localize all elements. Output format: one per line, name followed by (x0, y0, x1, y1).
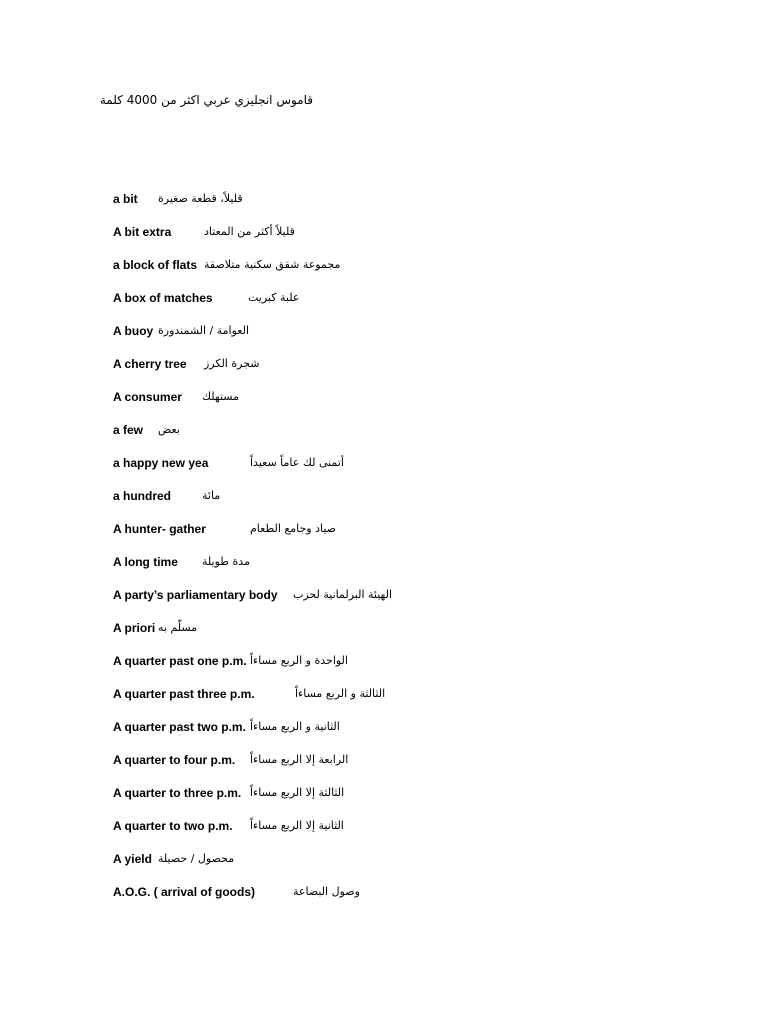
dictionary-entry (0, 619, 768, 652)
arabic-translation: محصول / حصيلة (158, 852, 235, 865)
english-term: A bit extra (113, 225, 172, 239)
arabic-translation: مجموعة شقق سكنية متلاصقة (204, 258, 341, 271)
dictionary-entry (0, 718, 768, 751)
english-term: A quarter past two p.m. (113, 720, 246, 734)
dictionary-entry (0, 322, 768, 355)
english-term: a block of flats (113, 258, 198, 272)
english-term: a happy new yea (113, 456, 209, 470)
arabic-translation: الثالثة إلا الربع مساءاً (250, 786, 345, 799)
arabic-translation: مدة طويلة (202, 555, 250, 568)
arabic-translation: الهيئة البرلمانية لحزب (293, 588, 393, 601)
english-term: A.O.G. ( arrival of goods) (113, 885, 256, 899)
dictionary-entries (0, 190, 768, 916)
arabic-translation: الرابعة إلا الربع مساءاً (250, 753, 349, 766)
arabic-translation: مائة (202, 489, 221, 502)
arabic-translation: قليلاً، قطعة صغيرة (158, 192, 243, 205)
arabic-translation: علبة كبريت (248, 291, 300, 304)
arabic-translation: العوامة / الشمندورة (158, 324, 250, 337)
english-term: A hunter- gather (113, 522, 206, 536)
english-term: a bit (113, 192, 138, 206)
dictionary-entry (0, 256, 768, 289)
arabic-translation: شجرة الكرز (204, 357, 260, 370)
english-term: A long time (113, 555, 178, 569)
arabic-translation: الثانية و الربع مساءاً (250, 720, 340, 733)
arabic-translation: الثالثة و الربع مساءاً (295, 687, 386, 700)
english-term: A buoy (113, 324, 154, 338)
english-term: a hundred (113, 489, 172, 503)
arabic-translation: مستهلك (202, 390, 240, 403)
dictionary-entry (0, 850, 768, 883)
arabic-translation: قليلاً أكثر من المعتاد (204, 225, 295, 238)
arabic-translation: وصول البضاعة (293, 885, 360, 898)
dictionary-entry (0, 586, 768, 619)
dictionary-entry (0, 355, 768, 388)
english-term: A party’s parliamentary body (113, 588, 278, 602)
english-term: A yield (113, 852, 152, 866)
dictionary-entry (0, 223, 768, 256)
arabic-translation: بعض (158, 423, 180, 436)
dictionary-entry (0, 784, 768, 817)
dictionary-entry (0, 883, 768, 916)
english-term: A quarter past three p.m. (113, 687, 255, 701)
dictionary-entry (0, 421, 768, 454)
english-term: A quarter past one p.m. (113, 654, 247, 668)
english-term: A box of matches (113, 291, 213, 305)
dictionary-entry (0, 817, 768, 850)
dictionary-entry (0, 190, 768, 223)
english-term: a few (113, 423, 144, 437)
dictionary-entry (0, 685, 768, 718)
dictionary-entry (0, 520, 768, 553)
english-term: A consumer (113, 390, 182, 404)
english-term: A quarter to two p.m. (113, 819, 233, 833)
arabic-translation: مسلّم به (158, 621, 198, 634)
english-term: A quarter to four p.m. (113, 753, 236, 767)
dictionary-entry (0, 388, 768, 421)
english-term: A cherry tree (113, 357, 187, 371)
dictionary-entry (0, 751, 768, 784)
english-term: A quarter to three p.m. (113, 786, 242, 800)
arabic-translation: الواحدة و الربع مساءاً (250, 654, 348, 667)
dictionary-entry (0, 289, 768, 322)
dictionary-entry (0, 454, 768, 487)
english-term: A priori (113, 621, 156, 635)
arabic-translation: الثانية إلا الربع مساءاً (250, 819, 344, 832)
dictionary-entry (0, 652, 768, 685)
arabic-translation: صياد وجامع الطعام (250, 522, 337, 535)
dictionary-entry (0, 553, 768, 586)
document-title: قاموس انجليزي عربي اكثر من 4000 كلمة (99, 93, 313, 107)
dictionary-entry (0, 487, 768, 520)
arabic-translation: أتمنى لك عاماً سعيداً (250, 456, 344, 469)
